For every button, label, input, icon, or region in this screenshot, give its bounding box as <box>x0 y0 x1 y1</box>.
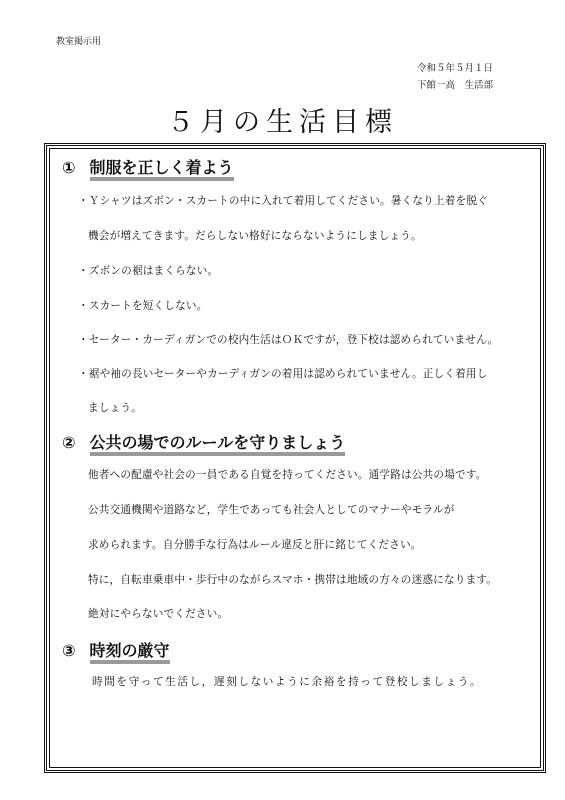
section-1-title: 制服を正しく着よう <box>90 158 234 181</box>
header-note: 教室掲示用 <box>56 37 102 47</box>
section-3-heading <box>62 638 170 661</box>
section-2-line-2: 公共交通機関や道路など，学生であっても社会人としてのマナーやモラルが <box>88 504 455 516</box>
page-title: ５月の生活目標 <box>167 107 398 138</box>
section-2-line-1: 他者への配慮や社会の一員である自覚を持ってください。通学路は公共の場です。 <box>88 469 487 481</box>
section-1-line-2: 機会が増えてきます。だらしない格好にならないようにしましょう。 <box>88 230 422 242</box>
section-2-title: 公共の場でのルールを守りましょう <box>90 433 346 456</box>
section-2-heading <box>62 430 345 453</box>
section-1-heading <box>62 155 234 178</box>
date-block <box>417 60 493 94</box>
section-2-line-4: 特に，自転車乗車中・歩行中のながらスマホ・携帯は地域の方々の迷惑になります。 <box>88 574 498 586</box>
issuer: 下館一高 生活部 <box>417 80 494 91</box>
section-3-title: 時刻の厳守 <box>90 641 170 664</box>
section-1-line-6: ・裾や袖の長いセーターやカーディガンの着用は認められていません。正しく着用し <box>78 368 488 380</box>
section-1-line-5: ・セーター・カーディガンでの校内生活はＯＫですが，登下校は認められていません。 <box>78 334 499 346</box>
section-1-line-7: ましょう。 <box>88 402 142 414</box>
section-1-number: ① <box>62 158 76 177</box>
section-1-line-3: ・ズボンの裾はまくらない。 <box>78 265 219 277</box>
issue-date: 令和５年５月１日 <box>417 63 494 74</box>
section-2-line-5: 絶対にやらないでください。 <box>88 608 229 620</box>
section-3-line-1: 時間を守って生活し，遅刻しないように余裕を持って登校しましょう。 <box>92 676 483 688</box>
section-1-line-4: ・スカートを短くしない。 <box>78 300 208 312</box>
section-2-line-3: 求められます。自分勝手な行為はルール違反と肝に銘じてください。 <box>88 539 422 551</box>
section-1-line-1: ・Ｙシャツはズボン・スカートの中に入れて着用してください。暑くなり上着を脱ぐ <box>78 195 488 207</box>
section-2-number: ② <box>62 433 76 452</box>
section-3-number: ③ <box>62 641 76 660</box>
